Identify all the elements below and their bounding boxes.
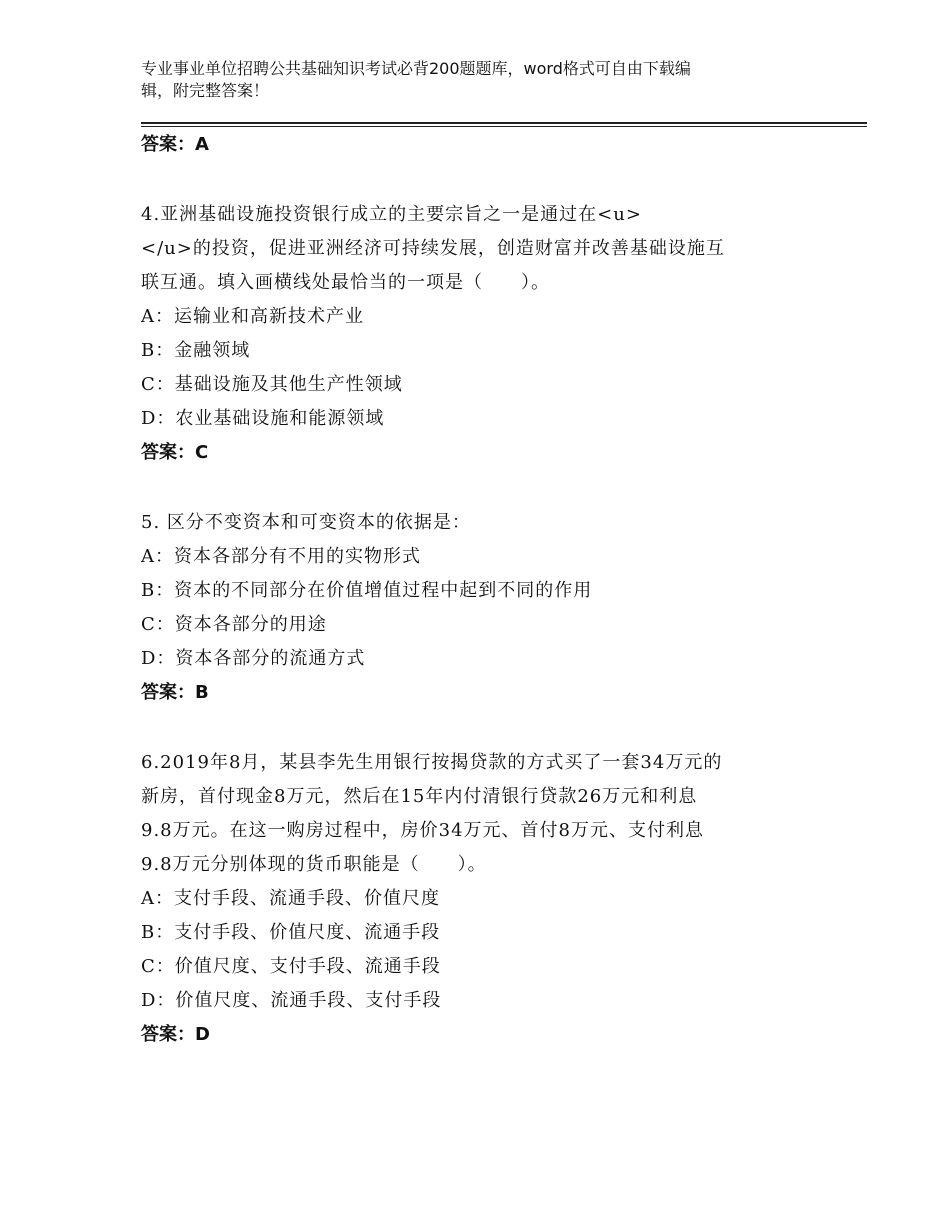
option-a: A：运输业和高新技术产业 (141, 306, 364, 327)
question-line: 9.8万元。在这一购房过程中，房价34万元、首付8万元、支付利息 (141, 820, 704, 841)
option-a: A：支付手段、流通手段、价值尺度 (141, 888, 440, 909)
answer: 答案：C (141, 442, 209, 463)
option-d: D：价值尺度、流通手段、支付手段 (141, 990, 442, 1011)
question-line: 新房，首付现金8万元，然后在15年内付清银行贷款26万元和利息 (141, 786, 698, 807)
question-6 (141, 746, 841, 1052)
option-c: C：价值尺度、支付手段、流通手段 (141, 956, 441, 977)
previous-answer: 答案：A (141, 134, 209, 155)
header-line-1: 专业事业单位招聘公共基础知识考试必背200题题库，word格式可自由下载编 (141, 59, 691, 78)
option-c: C：基础设施及其他生产性领域 (141, 374, 403, 395)
question-text (141, 198, 841, 300)
spacer (141, 470, 841, 506)
question-line: 4.亚洲基础设施投资银行成立的主要宗旨之一是通过在<u> (141, 204, 642, 225)
spacer (141, 710, 841, 746)
question-line: 5. 区分不变资本和可变资本的依据是： (141, 512, 471, 533)
question-line: 联互通。填入画横线处最恰当的一项是（ ）。 (141, 272, 550, 293)
option-a: A：资本各部分有不用的实物形式 (141, 546, 421, 567)
option-b: B：金融领域 (141, 340, 251, 361)
answer: 答案：B (141, 682, 209, 703)
question-line: 9.8万元分别体现的货币职能是（ ）。 (141, 854, 487, 875)
spacer (141, 162, 841, 198)
question-line: </u>的投资，促进亚洲经济可持续发展，创造财富并改善基础设施互 (141, 238, 725, 259)
option-c: C：资本各部分的用途 (141, 614, 327, 635)
answer: 答案：D (141, 1024, 210, 1045)
option-d: D：资本各部分的流通方式 (141, 648, 366, 669)
header-line-2: 辑，附完整答案！ (141, 81, 270, 100)
page-header (141, 58, 831, 102)
question-text (141, 506, 841, 540)
question-text (141, 746, 841, 882)
question-4 (141, 198, 841, 470)
question-5 (141, 506, 841, 710)
option-d: D：农业基础设施和能源领域 (141, 408, 385, 429)
header-divider (141, 122, 867, 127)
document-body (141, 128, 841, 1052)
option-b: B：支付手段、价值尺度、流通手段 (141, 922, 441, 943)
question-line: 6.2019年8月，某县李先生用银行按揭贷款的方式买了一套34万元的 (141, 752, 723, 773)
option-b: B：资本的不同部分在价值增值过程中起到不同的作用 (141, 580, 593, 601)
